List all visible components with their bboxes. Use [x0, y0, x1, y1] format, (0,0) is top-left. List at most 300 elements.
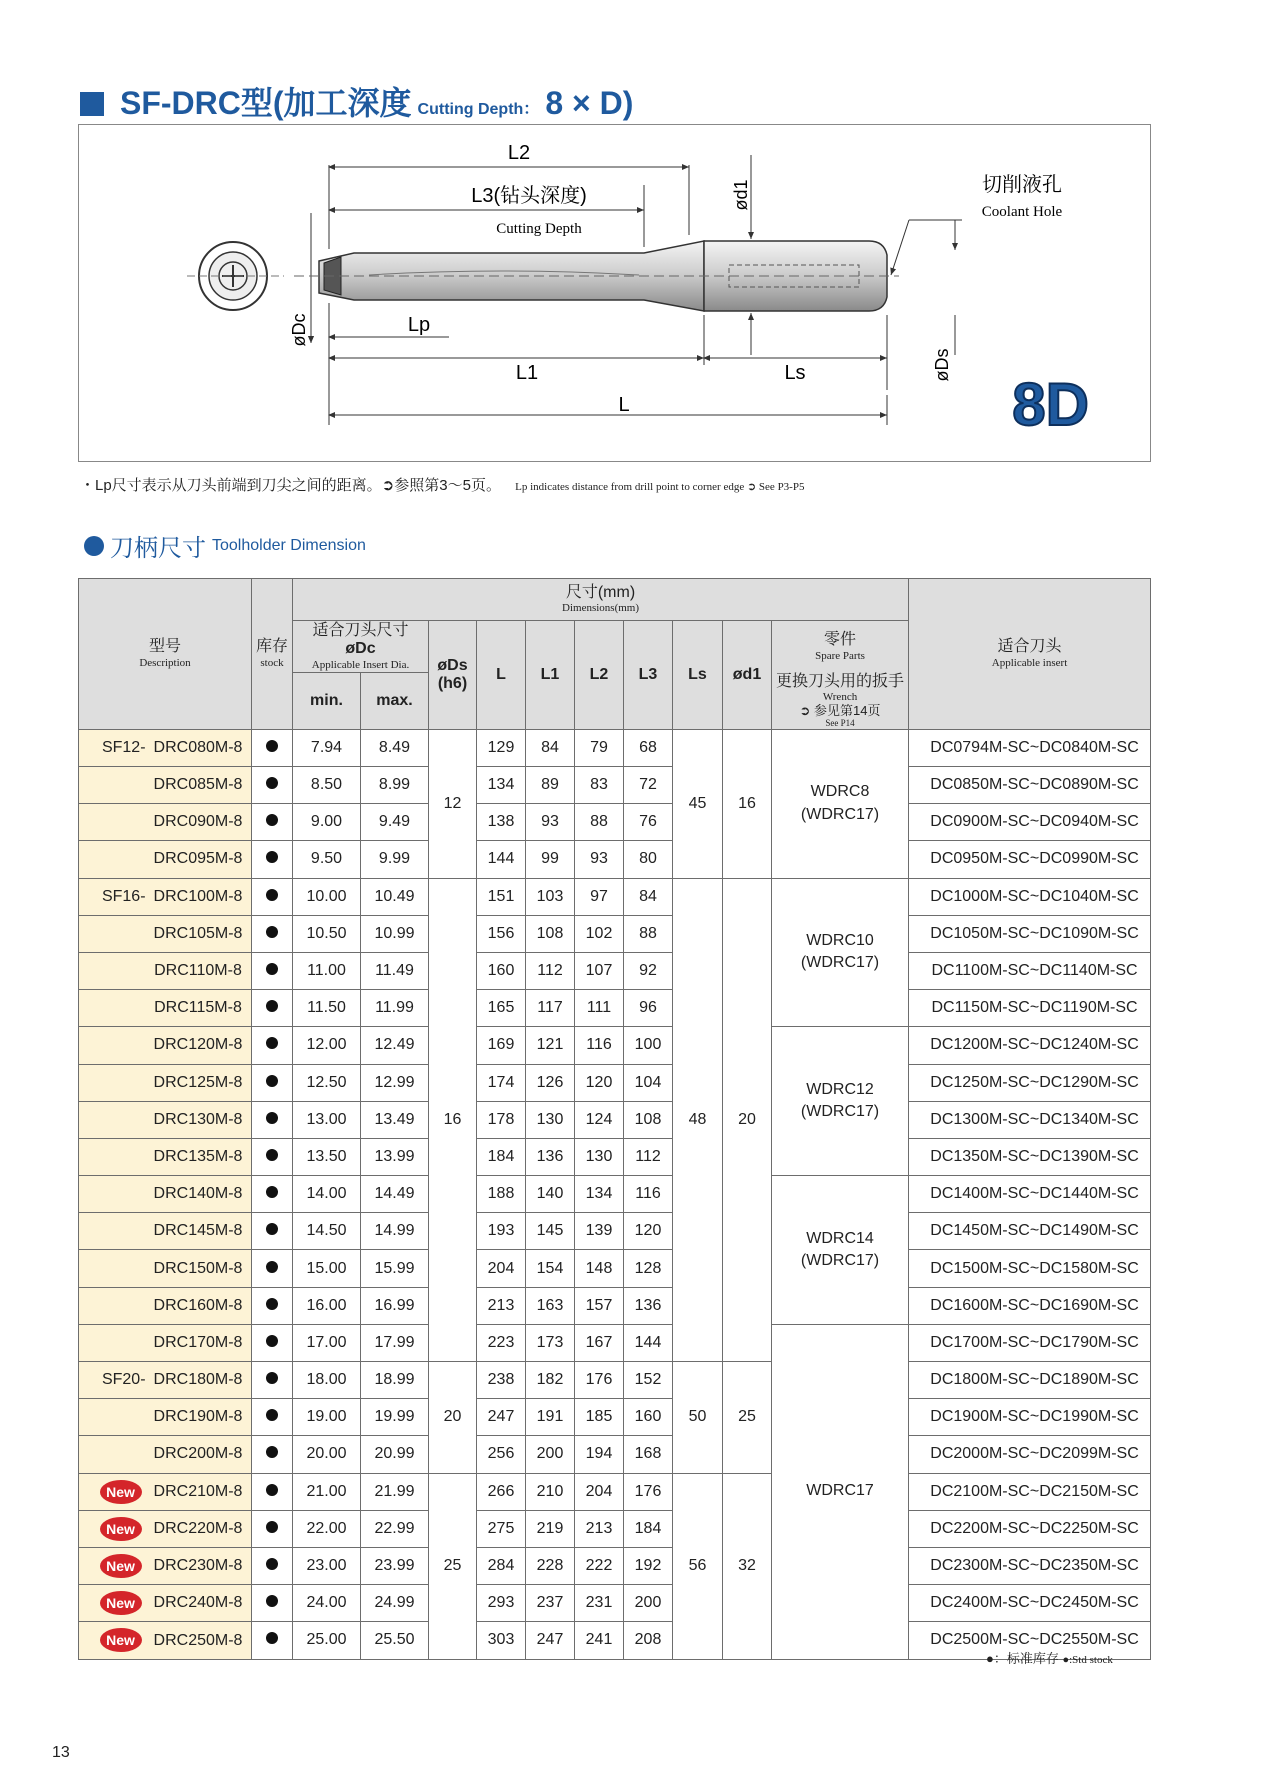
- model-cell: [79, 1101, 252, 1138]
- l-cell: 204: [477, 1250, 526, 1287]
- l2-cell: 213: [575, 1510, 624, 1547]
- stock-cell: [252, 729, 293, 766]
- min-cell: 11.00: [293, 952, 361, 989]
- table-row: [79, 915, 1151, 952]
- min-cell: 12.00: [293, 1027, 361, 1064]
- ds-cell: 20: [429, 1362, 477, 1474]
- l2-cell: 83: [575, 767, 624, 804]
- l1-cell: 121: [526, 1027, 575, 1064]
- table-row: [79, 1138, 1151, 1175]
- l3-cell: 184: [624, 1510, 673, 1547]
- l3-cell: 152: [624, 1362, 673, 1399]
- l1-cell: 173: [526, 1324, 575, 1361]
- max-cell: 10.99: [361, 915, 429, 952]
- l-cell: 138: [477, 804, 526, 841]
- new-badge: New: [100, 1554, 142, 1578]
- l-cell: 247: [477, 1399, 526, 1436]
- l-cell: 160: [477, 952, 526, 989]
- l3-cell: 136: [624, 1287, 673, 1324]
- dimension-table: [78, 578, 1151, 1660]
- table-row: [79, 1473, 1151, 1510]
- lp-note-en: Lp indicates distance from drill point to corner edge ➲ See P3-P5: [515, 481, 805, 493]
- stock-cell: [252, 1176, 293, 1213]
- l3-cell: 128: [624, 1250, 673, 1287]
- max-cell: 8.99: [361, 767, 429, 804]
- l-cell: 184: [477, 1138, 526, 1175]
- std-stock-dot-icon: [266, 1632, 278, 1644]
- std-stock-dot-icon: [266, 1446, 278, 1458]
- stock-cell: [252, 1287, 293, 1324]
- min-cell: 21.00: [293, 1473, 361, 1510]
- l2-cell: 79: [575, 729, 624, 766]
- l2-cell: 204: [575, 1473, 624, 1510]
- std-stock-dot-icon: [266, 777, 278, 789]
- section-heading: [84, 528, 366, 563]
- l3-cell: 120: [624, 1213, 673, 1250]
- std-stock-dot-icon: [266, 1335, 278, 1347]
- table-row: [79, 1176, 1151, 1213]
- min-cell: 8.50: [293, 767, 361, 804]
- l2-cell: 111: [575, 990, 624, 1027]
- l3-cell: 84: [624, 878, 673, 915]
- header-d1: ød1: [723, 621, 772, 730]
- model-cell: [79, 1027, 252, 1064]
- table-row: [79, 1287, 1151, 1324]
- l1-label: L1: [515, 362, 539, 384]
- stock-cell: [252, 1473, 293, 1510]
- l3-cell: 176: [624, 1473, 673, 1510]
- l1-cell: 117: [526, 990, 575, 1027]
- ls-label: Ls: [784, 362, 806, 384]
- l1-cell: 103: [526, 878, 575, 915]
- l3-cell: 100: [624, 1027, 673, 1064]
- max-cell: 8.49: [361, 729, 429, 766]
- l-cell: 193: [477, 1213, 526, 1250]
- l-cell: 275: [477, 1510, 526, 1547]
- l3-cell: 168: [624, 1436, 673, 1473]
- ds-cell: 25: [429, 1473, 477, 1659]
- min-cell: 13.50: [293, 1138, 361, 1175]
- stock-cell: [252, 804, 293, 841]
- stock-cell: [252, 1064, 293, 1101]
- header-L1: L1: [526, 621, 575, 730]
- model-cell: [79, 767, 252, 804]
- min-cell: 11.50: [293, 990, 361, 1027]
- std-stock-dot-icon: [266, 1149, 278, 1161]
- model-cell: [79, 804, 252, 841]
- model-cell: [79, 1064, 252, 1101]
- min-cell: 12.50: [293, 1064, 361, 1101]
- std-stock-dot-icon: [266, 1037, 278, 1049]
- l1-cell: 200: [526, 1436, 575, 1473]
- stock-cell: [252, 1138, 293, 1175]
- min-cell: 16.00: [293, 1287, 361, 1324]
- stock-cell: [252, 1101, 293, 1138]
- insert-cell: DC2100M-SC~DC2150M-SC: [909, 1473, 1151, 1510]
- stock-cell: [252, 1027, 293, 1064]
- model-cell: [79, 990, 252, 1027]
- l-cell: 266: [477, 1473, 526, 1510]
- l3-cell: 200: [624, 1585, 673, 1622]
- l1-cell: 93: [526, 804, 575, 841]
- insert-cell: DC2400M-SC~DC2450M-SC: [909, 1585, 1151, 1622]
- drill-body: [294, 241, 899, 311]
- min-cell: 18.00: [293, 1362, 361, 1399]
- stock-cell: [252, 1547, 293, 1584]
- insert-cell: DC2000M-SC~DC2099M-SC: [909, 1436, 1151, 1473]
- lp-note: [80, 474, 804, 495]
- l-cell: 188: [477, 1176, 526, 1213]
- max-cell: 22.99: [361, 1510, 429, 1547]
- l1-cell: 130: [526, 1101, 575, 1138]
- std-stock-dot-icon: [266, 1223, 278, 1235]
- l1-cell: 191: [526, 1399, 575, 1436]
- l1-cell: 145: [526, 1213, 575, 1250]
- model-code: DRC130M-8: [153, 1110, 243, 1128]
- l3-cell: 112: [624, 1138, 673, 1175]
- min-cell: 20.00: [293, 1436, 361, 1473]
- table-row: [79, 990, 1151, 1027]
- title-main: SF-DRC型(加工深度: [120, 85, 412, 121]
- l-cell: 238: [477, 1362, 526, 1399]
- insert-cell: DC1900M-SC~DC1990M-SC: [909, 1399, 1151, 1436]
- coolant-cn-label: 切削液孔: [982, 174, 1062, 196]
- new-badge: New: [100, 1591, 142, 1615]
- l3-cell: 108: [624, 1101, 673, 1138]
- stock-cell: [252, 990, 293, 1027]
- wrench-cell: WDRC17: [772, 1324, 909, 1659]
- ls-cell: 48: [673, 878, 723, 1361]
- min-cell: 17.00: [293, 1324, 361, 1361]
- min-cell: 14.00: [293, 1176, 361, 1213]
- new-badge: New: [100, 1517, 142, 1541]
- model-code: DRC115M-8: [154, 999, 242, 1017]
- header-max: max.: [361, 673, 429, 730]
- model-cell: [79, 1399, 252, 1436]
- max-cell: 15.99: [361, 1250, 429, 1287]
- std-stock-dot-icon: [266, 1558, 278, 1570]
- max-cell: 19.99: [361, 1399, 429, 1436]
- table-row: [79, 952, 1151, 989]
- header-insert: 适合刀头 Applicable insert: [909, 579, 1151, 730]
- table-row: [79, 1324, 1151, 1361]
- table-row: [79, 1027, 1151, 1064]
- model-code: DRC190M-8: [153, 1408, 243, 1426]
- header-wrench: 更换刀头用的扳手 Wrench ➲ 参见第14页 See P14: [772, 673, 909, 730]
- min-cell: 24.00: [293, 1585, 361, 1622]
- table-row: [79, 767, 1151, 804]
- model-cell: [79, 952, 252, 989]
- min-cell: 15.00: [293, 1250, 361, 1287]
- l1-cell: 136: [526, 1138, 575, 1175]
- l-cell: 174: [477, 1064, 526, 1101]
- max-cell: 25.50: [361, 1622, 429, 1659]
- model-code: DRC170M-8: [153, 1333, 243, 1351]
- table-row: [79, 1213, 1151, 1250]
- table-row: [79, 1547, 1151, 1584]
- header-spare: 零件 Spare Parts: [772, 621, 909, 673]
- min-cell: 7.94: [293, 729, 361, 766]
- max-cell: 14.49: [361, 1176, 429, 1213]
- l-cell: 284: [477, 1547, 526, 1584]
- std-stock-dot-icon: [266, 1261, 278, 1273]
- insert-cell: DC0900M-SC~DC0940M-SC: [909, 804, 1151, 841]
- max-cell: 13.49: [361, 1101, 429, 1138]
- wrench-cell: WDRC8 (WDRC17): [772, 729, 909, 878]
- model-cell: [79, 1547, 252, 1584]
- stock-cell: [252, 1436, 293, 1473]
- stock-cell: [252, 952, 293, 989]
- model-code: DRC085M-8: [153, 776, 243, 794]
- model-code: DRC135M-8: [153, 1147, 243, 1165]
- l2-cell: 93: [575, 841, 624, 878]
- min-cell: 14.50: [293, 1213, 361, 1250]
- std-stock-en: ●:Std stock: [1062, 1654, 1113, 1666]
- l2-cell: 231: [575, 1585, 624, 1622]
- table-row: [79, 1436, 1151, 1473]
- std-stock-legend: [986, 1648, 1113, 1667]
- wrench-cell: WDRC12 (WDRC17): [772, 1027, 909, 1176]
- page-title: [80, 78, 634, 121]
- header-min: min.: [293, 673, 361, 730]
- l2-cell: 222: [575, 1547, 624, 1584]
- model-cell: [79, 1324, 252, 1361]
- l3-cell: 80: [624, 841, 673, 878]
- section-title-cn: 刀柄尺寸: [110, 535, 206, 562]
- l3-cell: 116: [624, 1176, 673, 1213]
- d1-cell: 32: [723, 1473, 772, 1659]
- max-cell: 14.99: [361, 1213, 429, 1250]
- depth-badge: 8D: [1012, 371, 1089, 438]
- max-cell: 16.99: [361, 1287, 429, 1324]
- header-insert-dia: 适合刀头尺寸 øDc Applicable Insert Dia.: [293, 621, 429, 673]
- table-row: [79, 1064, 1151, 1101]
- model-code: DRC160M-8: [153, 1296, 243, 1314]
- table-row: [79, 1250, 1151, 1287]
- table-row: [79, 1362, 1151, 1399]
- l2-cell: 194: [575, 1436, 624, 1473]
- new-badge: New: [100, 1480, 142, 1504]
- header-model: 型号 Description: [79, 579, 252, 730]
- std-stock-dot-icon: [266, 1521, 278, 1533]
- stock-cell: [252, 878, 293, 915]
- ds-label: øDs: [932, 348, 952, 382]
- l1-cell: 99: [526, 841, 575, 878]
- model-code: DRC095M-8: [153, 850, 243, 868]
- max-cell: 13.99: [361, 1138, 429, 1175]
- model-cell: [79, 1436, 252, 1473]
- l-label: L: [618, 394, 630, 416]
- insert-cell: DC1450M-SC~DC1490M-SC: [909, 1213, 1151, 1250]
- l1-cell: 247: [526, 1622, 575, 1659]
- lp-note-cn: ・Lp尺寸表示从刀头前端到刀尖之间的距离。➲参照第3～5页。: [80, 477, 501, 494]
- insert-cell: DC1100M-SC~DC1140M-SC: [909, 952, 1151, 989]
- l2-cell: 167: [575, 1324, 624, 1361]
- std-stock-dot-icon: [266, 1186, 278, 1198]
- page-number: 13: [52, 1744, 70, 1761]
- header-stock: 库存 stock: [252, 579, 293, 730]
- model-cell: [79, 841, 252, 878]
- model-code: DRC120M-8: [153, 1036, 243, 1054]
- model-cell: [79, 1287, 252, 1324]
- square-icon: [80, 92, 104, 116]
- std-stock-dot-icon: [266, 889, 278, 901]
- model-prefix: SF16-: [101, 887, 146, 905]
- l3-cell: 68: [624, 729, 673, 766]
- stock-cell: [252, 1213, 293, 1250]
- insert-cell: DC0794M-SC~DC0840M-SC: [909, 729, 1151, 766]
- wrench-cell: WDRC14 (WDRC17): [772, 1176, 909, 1325]
- std-stock-dot-icon: [266, 1484, 278, 1496]
- max-cell: 11.99: [361, 990, 429, 1027]
- coolant-en-label: Coolant Hole: [981, 204, 1063, 220]
- stock-cell: [252, 767, 293, 804]
- insert-cell: DC1350M-SC~DC1390M-SC: [909, 1138, 1151, 1175]
- l2-label: L2: [507, 142, 531, 164]
- drill-diagram-svg: [79, 125, 1150, 461]
- l1-cell: 126: [526, 1064, 575, 1101]
- insert-cell: DC1200M-SC~DC1240M-SC: [909, 1027, 1151, 1064]
- l1-cell: 182: [526, 1362, 575, 1399]
- min-cell: 10.50: [293, 915, 361, 952]
- insert-cell: DC1300M-SC~DC1340M-SC: [909, 1101, 1151, 1138]
- std-stock-dot-icon: [266, 1595, 278, 1607]
- wrench-cell: WDRC10 (WDRC17): [772, 878, 909, 1027]
- l1-cell: 112: [526, 952, 575, 989]
- model-code: DRC250M-8: [153, 1631, 243, 1649]
- l2-cell: 97: [575, 878, 624, 915]
- l2-cell: 148: [575, 1250, 624, 1287]
- std-stock-dot-icon: [266, 1372, 278, 1384]
- model-code: DRC230M-8: [153, 1557, 243, 1575]
- insert-cell: DC2500M-SC~DC2550M-SC: [909, 1622, 1151, 1659]
- model-code: DRC145M-8: [153, 1222, 243, 1240]
- std-stock-dot-icon: [266, 926, 278, 938]
- dc-label: øDc: [289, 313, 309, 347]
- stock-cell: [252, 1510, 293, 1547]
- ls-cell: 45: [673, 729, 723, 878]
- table-row: [79, 878, 1151, 915]
- min-cell: 13.00: [293, 1101, 361, 1138]
- end-view: [187, 242, 284, 310]
- l2-cell: 120: [575, 1064, 624, 1101]
- std-stock-dot-icon: [266, 740, 278, 752]
- model-code: DRC180M-8: [153, 1371, 243, 1389]
- max-cell: 10.49: [361, 878, 429, 915]
- stock-cell: [252, 1250, 293, 1287]
- l2-cell: 102: [575, 915, 624, 952]
- insert-cell: DC2300M-SC~DC2350M-SC: [909, 1547, 1151, 1584]
- model-cell: [79, 1585, 252, 1622]
- new-badge: New: [100, 1628, 142, 1652]
- l-cell: 165: [477, 990, 526, 1027]
- table-row: [79, 1585, 1151, 1622]
- header-L3: L3: [624, 621, 673, 730]
- table-row: [79, 1510, 1151, 1547]
- insert-cell: DC1250M-SC~DC1290M-SC: [909, 1064, 1151, 1101]
- l-cell: 293: [477, 1585, 526, 1622]
- insert-cell: DC1600M-SC~DC1690M-SC: [909, 1287, 1151, 1324]
- max-cell: 12.99: [361, 1064, 429, 1101]
- lp-label: Lp: [407, 314, 431, 336]
- stock-cell: [252, 915, 293, 952]
- title-depth: 8 × D): [545, 85, 634, 121]
- max-cell: 17.99: [361, 1324, 429, 1361]
- model-code: DRC110M-8: [154, 962, 242, 980]
- l3-cell: 192: [624, 1547, 673, 1584]
- l1-cell: 237: [526, 1585, 575, 1622]
- model-cell: [79, 1213, 252, 1250]
- model-cell: [79, 1622, 252, 1659]
- max-cell: 24.99: [361, 1585, 429, 1622]
- min-cell: 22.00: [293, 1510, 361, 1547]
- l3-cell: 160: [624, 1399, 673, 1436]
- stock-cell: [252, 1324, 293, 1361]
- model-prefix: SF12-: [101, 738, 146, 756]
- model-code: DRC105M-8: [153, 924, 243, 942]
- l2-cell: 241: [575, 1622, 624, 1659]
- std-stock-dot-icon: [266, 851, 278, 863]
- l1-cell: 154: [526, 1250, 575, 1287]
- l2-cell: 124: [575, 1101, 624, 1138]
- insert-cell: DC0850M-SC~DC0890M-SC: [909, 767, 1151, 804]
- model-code: DRC150M-8: [153, 1259, 243, 1277]
- model-code: DRC220M-8: [153, 1520, 243, 1538]
- insert-cell: DC1050M-SC~DC1090M-SC: [909, 915, 1151, 952]
- bullet-icon: [84, 536, 104, 556]
- l-cell: 213: [477, 1287, 526, 1324]
- std-stock-dot-icon: [266, 814, 278, 826]
- insert-cell: DC1400M-SC~DC1440M-SC: [909, 1176, 1151, 1213]
- model-code: DRC240M-8: [153, 1594, 243, 1612]
- l2-cell: 107: [575, 952, 624, 989]
- min-cell: 9.50: [293, 841, 361, 878]
- ls-cell: 50: [673, 1362, 723, 1474]
- l2-cell: 157: [575, 1287, 624, 1324]
- insert-cell: DC1000M-SC~DC1040M-SC: [909, 878, 1151, 915]
- std-stock-dot-icon: [266, 1075, 278, 1087]
- l2-cell: 88: [575, 804, 624, 841]
- model-cell: [79, 1473, 252, 1510]
- drill-diagram: [78, 124, 1151, 462]
- table-row: [79, 1399, 1151, 1436]
- stock-cell: [252, 1362, 293, 1399]
- model-code: DRC210M-8: [153, 1482, 243, 1500]
- std-stock-cn: ●：标准库存: [986, 1651, 1059, 1666]
- l3-cell: 104: [624, 1064, 673, 1101]
- std-stock-dot-icon: [266, 963, 278, 975]
- model-code: DRC080M-8: [153, 738, 243, 756]
- table-row: [79, 804, 1151, 841]
- max-cell: 21.99: [361, 1473, 429, 1510]
- l-cell: 223: [477, 1324, 526, 1361]
- l2-cell: 185: [575, 1399, 624, 1436]
- section-title-en: Toolholder Dimension: [212, 536, 366, 554]
- l1-cell: 219: [526, 1510, 575, 1547]
- header-ds: øDs (h6): [429, 621, 477, 730]
- l3-cell: 208: [624, 1622, 673, 1659]
- table-row: [79, 841, 1151, 878]
- insert-cell: DC1500M-SC~DC1580M-SC: [909, 1250, 1151, 1287]
- l-cell: 169: [477, 1027, 526, 1064]
- stock-cell: [252, 841, 293, 878]
- table-row: [79, 729, 1151, 766]
- l2-cell: 134: [575, 1176, 624, 1213]
- header-L: L: [477, 621, 526, 730]
- insert-cell: DC2200M-SC~DC2250M-SC: [909, 1510, 1151, 1547]
- model-prefix: SF20-: [101, 1371, 146, 1389]
- model-cell: [79, 1138, 252, 1175]
